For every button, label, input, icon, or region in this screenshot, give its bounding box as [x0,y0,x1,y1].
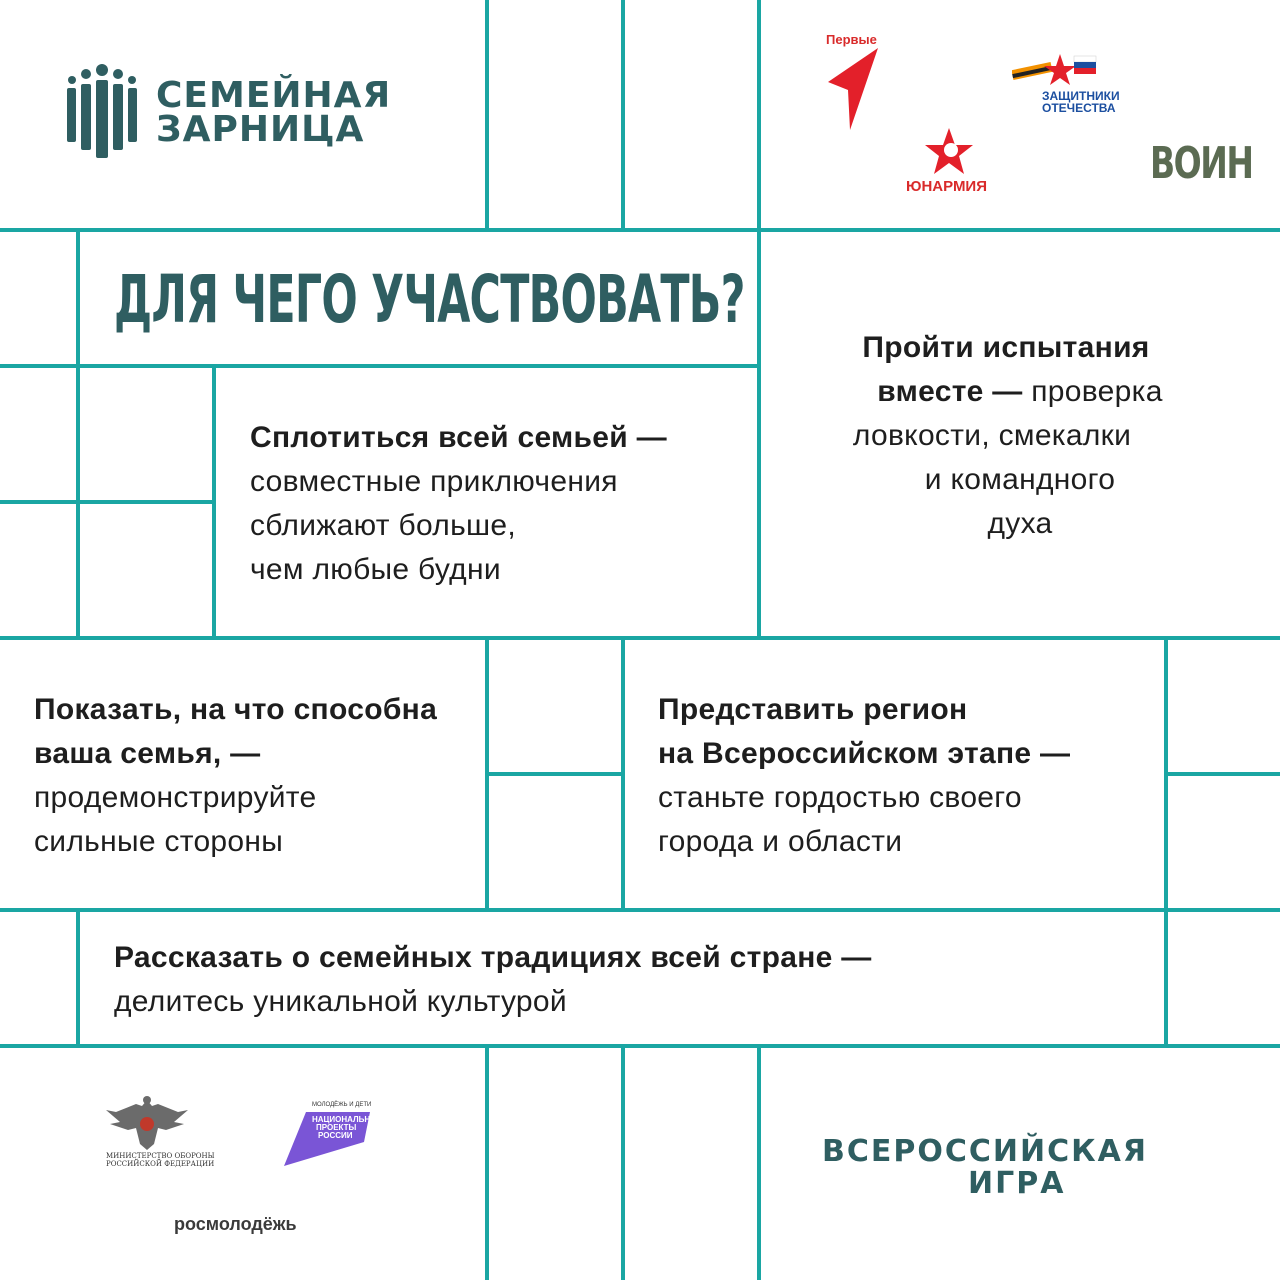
reason-trials-line: духа [987,507,1053,540]
grid-line [757,1046,761,1280]
grid-line [76,230,80,638]
reason-region-title-2: на Всероссийском этапе — [658,737,1071,770]
defenders-label-1: ЗАЩИТНИКИ [1042,89,1120,103]
defenders-label-2: ОТЕЧЕСТВА [1042,101,1116,115]
yunarmia-star-icon [924,128,974,176]
grid-line [1166,772,1280,776]
reason-region [658,688,1158,864]
grid-line [0,636,1280,640]
reason-region-title: Представить регион [658,693,968,726]
reason-unite-line: совместные приключения [250,465,618,498]
reason-trials-title-2: вместе — [877,375,1023,408]
brand-line-1: СЕМЕЙНАЯ [156,75,392,116]
reason-show-line: продемонстрируйте [34,781,317,814]
grid-line [485,638,489,910]
family-icon [64,62,140,158]
reason-tell [114,936,1154,1024]
pervye-logo-icon [828,48,880,132]
grid-line [485,1046,489,1280]
reason-trials [800,326,1240,546]
grid-line [488,772,624,776]
reason-unite-line: чем любые будни [250,553,501,586]
reason-show-title: Показать, на что способна [34,693,438,726]
grid-line [212,366,216,638]
reason-show [34,688,474,864]
reason-trials-line: и командного [924,463,1116,496]
grid-line [757,0,761,640]
grid-line [0,500,214,504]
grid-line [0,908,1280,912]
reason-unite-line: сближают больше, [250,509,516,542]
grid-line [0,228,1280,232]
eagle-emblem-icon [106,1094,188,1150]
rosmolodezh-logo: росмолодёжь [174,1214,297,1234]
np-top-label: МОЛОДЁЖЬ И ДЕТИ [312,1102,372,1108]
ministry-label-2: РОССИЙСКОЙ ФЕДЕРАЦИИ [106,1160,215,1168]
np-label-3: РОССИИ [318,1131,353,1140]
grid-line [0,1044,1280,1048]
page-title: ДЛЯ ЧЕГО УЧАСТВОВАТЬ? [114,261,745,338]
grid-line [78,364,760,368]
reason-trials-line: ловкости, смекалки [852,419,1132,452]
grid-line [485,0,489,230]
grid-line [1164,638,1168,1046]
brand-line-2: ЗАРНИЦА [156,109,365,150]
game-title-line-1: ВСЕРОССИЙСКАЯ [822,1134,1148,1169]
reason-trials-title: Пройти испытания [862,331,1150,364]
grid-line [76,910,80,1046]
ribbon-star-icon [1012,52,1098,92]
game-title-line-2: ИГРА [968,1166,1066,1201]
reason-tell-line: делитесь уникальной культурой [114,985,567,1018]
reason-tell-title: Рассказать о семейных традициях всей стране — [114,941,872,974]
reason-unite-title: Сплотиться всей семьей — [250,421,667,454]
reason-region-line: станьте гордостью своего [658,781,1022,814]
reason-show-title-2: ваша семья, — [34,737,261,770]
reason-region-line: города и области [658,825,903,858]
np-label-1: НАЦИОНАЛЬНЫЕ [312,1115,384,1124]
ministry-label-1: МИНИСТЕРСТВО ОБОРОНЫ [106,1152,215,1160]
grid-line [621,638,625,910]
np-label-2: ПРОЕКТЫ [316,1123,357,1132]
grid-line [0,364,78,368]
yunarmia-label: ЮНАРМИЯ [906,178,987,195]
reason-trials-line: проверка [1022,375,1163,408]
grid-line [621,1046,625,1280]
reason-unite [250,416,750,592]
pervye-label: Первые [826,32,877,47]
grid-line [621,0,625,230]
reason-show-line: сильные стороны [34,825,284,858]
voin-logo: ВОИН [1150,138,1253,189]
